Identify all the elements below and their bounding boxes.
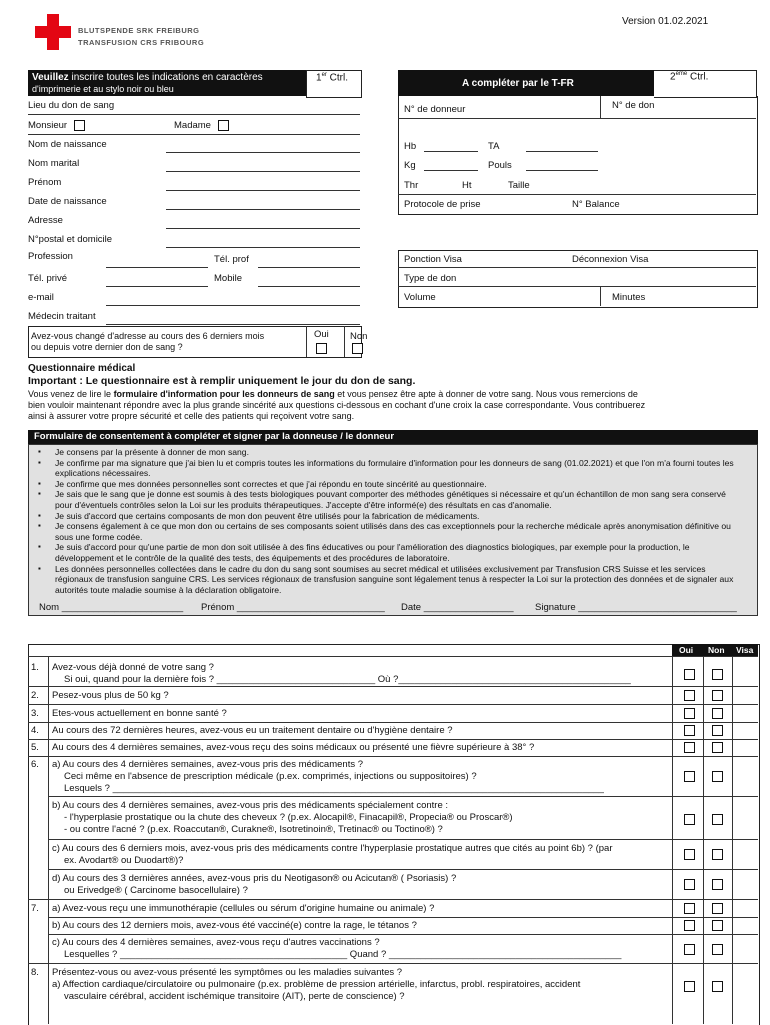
monsieur-checkbox[interactable] xyxy=(74,120,85,131)
q6d-text: d) Au cours des 3 dernières années, avez-vous pris du Neotigason® ou Acicutan® ( Psoriasis) ? xyxy=(52,873,457,884)
n-don-label: N° de don xyxy=(612,100,655,111)
consent-item: ▪ Je confirme que mes données personnelles sont correctes et que j'ai répondu en toute sincérité au questionnaire. xyxy=(55,479,743,490)
q6d-oui-checkbox[interactable] xyxy=(684,879,695,890)
q6c-oui-checkbox[interactable] xyxy=(684,849,695,860)
prenom-label: Prénom xyxy=(28,177,62,188)
col-visa: Visa xyxy=(736,645,754,655)
prenom-field[interactable] xyxy=(166,190,360,191)
col-non: Non xyxy=(708,645,725,655)
medecin-field[interactable] xyxy=(106,324,360,325)
tel-prive-label: Tél. privé xyxy=(28,273,68,284)
type-don-label: Type de don xyxy=(404,273,457,284)
q8a-non-checkbox[interactable] xyxy=(712,981,723,992)
protocole-label: Protocole de prise xyxy=(404,199,481,210)
pouls-field[interactable] xyxy=(526,170,598,171)
email-field[interactable] xyxy=(106,305,360,306)
consent-item: ▪ Je consens par la présente à donner de mon sang. xyxy=(55,447,743,458)
q6c-line2: ex. Avodart® ou Duodart®)? xyxy=(64,855,184,866)
consent-item: ▪ Je suis d'accord pour qu'une partie de mon don soit utilisée à des fins éducatives ou pour l'amélioration des diagnostics biologiques, par exemple pour la production, le développement et le contrôle de la qualité des tests, des équipements et des procédures de laboratoire. xyxy=(55,542,743,563)
intro-paragraph-2: bien vouloir maintenant répondre avec la plus grande sincérité aux questions ci-dessous en cochant d'une croix la case correspondante. Vous contribuerez xyxy=(28,400,646,410)
q1-non-checkbox[interactable] xyxy=(712,669,723,680)
q2-number: 2. xyxy=(31,690,39,701)
medecin-label: Médecin traitant xyxy=(28,311,96,322)
q3-text: Etes-vous actuellement en bonne santé ? xyxy=(52,708,227,719)
nom-naissance-label: Nom de naissance xyxy=(28,139,107,150)
signature-date[interactable]: Date _________________ xyxy=(401,602,514,613)
consent-item: ▪ Je suis d'accord que certains composants de mon don peuvent être utilisés pour la fabrication de médicaments. xyxy=(55,511,743,522)
q6a-subtext: Ceci même en l'absence de prescription médicale (p.ex. comprimés, injections ou suppositoires) ? xyxy=(64,771,477,782)
ponction-label: Ponction Visa xyxy=(404,254,462,265)
q1-number: 1. xyxy=(31,662,39,673)
email-label: e-mail xyxy=(28,292,54,303)
q2-text: Pesez-vous plus de 50 kg ? xyxy=(52,690,169,701)
consent-item: ▪ Je confirme par ma signature que j'ai bien lu et compris toutes les informations du formulaire d'information pour les donneurs de sang (01.02.2021) et que l'on m'a fourni toutes les explications nécessaires. xyxy=(55,458,743,479)
ta-field[interactable] xyxy=(526,151,598,152)
q6c-text: c) Au cours des 6 derniers mois, avez-vous pris des médicaments contre l'hyperplasie prostatique autres que cités au point 6b) ? (par xyxy=(52,843,613,854)
red-cross-logo-icon xyxy=(35,14,71,50)
consent-item: ▪ Je consens également à ce que mon don ou certains de ses composants soient utilisés dans des cas exceptionnels pour la recherche médicale après anonymisation définitive ou sous une forme codée. xyxy=(55,521,743,542)
first-control-label: 1er Ctrl. xyxy=(316,72,349,84)
tel-prive-field[interactable] xyxy=(106,286,208,287)
minutes-label: Minutes xyxy=(612,292,646,303)
thr-label: Thr xyxy=(404,180,419,191)
consent-box xyxy=(28,444,758,616)
date-naissance-label: Date de naissance xyxy=(28,196,107,207)
q6a-oui-checkbox[interactable] xyxy=(684,771,695,782)
profession-field[interactable] xyxy=(106,267,208,268)
second-control-label: 2ème Ctrl. xyxy=(670,71,709,83)
adresse-label: Adresse xyxy=(28,215,63,226)
intro-paragraph-1: Vous venez de lire le formulaire d'information pour les donneurs de sang et vous pensez être apte à donner de votre sang. Nous vous remercions de xyxy=(28,389,638,399)
q4-oui-checkbox[interactable] xyxy=(684,725,695,736)
q7a-text: a) Avez-vous reçu une immunothérapie (cellules ou sérum d'origine humaine ou animale) ? xyxy=(52,903,435,914)
q8-number: 8. xyxy=(31,967,39,978)
logo-line-1: BLUTSPENDE SRK FREIBURG xyxy=(78,26,200,35)
ht-label: Ht xyxy=(462,180,472,191)
version-label: Version 01.02.2021 xyxy=(622,16,709,27)
q1-subtext: Si oui, quand pour la dernière fois ? ______________________________ Où ?____________________________________________ xyxy=(64,674,631,685)
q6-number: 6. xyxy=(31,759,39,770)
mobile-field[interactable] xyxy=(258,286,360,287)
q6b-text: b) Au cours des 4 dernières semaines, avez-vous pris des médicaments spécialement contre : xyxy=(52,800,449,811)
consent-item: ▪ Je sais que le sang que je donne est soumis à des tests biologiques pouvant comporter des méthodes génétiques si nécessaire et qu'un échantillon de mon sang sera conservé pour d'éventuels contrôles selon la Loi sur les produits thérapeutiques. J'accepte d'être informé(e) des résultats en cas d'anomalie. xyxy=(55,489,743,510)
q3-oui-checkbox[interactable] xyxy=(684,708,695,719)
hb-label: Hb xyxy=(404,141,417,152)
tel-prof-field[interactable] xyxy=(258,267,360,268)
adresse-field[interactable] xyxy=(166,228,360,229)
nom-marital-field[interactable] xyxy=(166,171,360,172)
consent-item: ▪ Les données personnelles collectées dans le cadre du don du sang sont soumises au secret médical et utilisées exclusivement par Transfusion CRS Suisse et les services régionaux de transfusion sanguine CRS. Les services régionaux de transfusion sanguine sont légalement tenus à respecter la Loi sur la protection des données et de signaler aux autorités toute maladie soumise à la déclaration obligatoire. xyxy=(55,564,743,596)
monsieur-label: Monsieur xyxy=(28,120,68,131)
questionnaire-title: Questionnaire médical xyxy=(28,363,136,374)
intro-paragraph-3: ainsi à assurer votre propre sécurité et celle des patients qui reçoivent votre sang. xyxy=(28,411,355,421)
date-naissance-field[interactable] xyxy=(166,209,360,210)
q1-oui-checkbox[interactable] xyxy=(684,669,695,680)
consent-title: Formulaire de consentement à compléter et signer par la donneuse / le donneur xyxy=(34,431,395,442)
kg-label: Kg xyxy=(404,160,416,171)
signature-prenom[interactable]: Prénom ____________________________ xyxy=(201,602,385,613)
q7b-text: b) Au cours des 12 derniers mois, avez-vous été vacciné(e) contre la rage, le tétanos ? xyxy=(52,920,417,931)
q6a-lesquels: Lesquels ? _____________________________________________________________________________________________ xyxy=(64,783,604,794)
q5-text: Au cours des 4 dernières semaines, avez-vous reçu des soins médicaux ou présenté une fièvre supérieure à 38° ? xyxy=(52,742,535,753)
q7c-text: c) Au cours des 4 dernières semaines, avez-vous reçu d'autres vaccinations ? xyxy=(52,937,380,948)
nom-naissance-field[interactable] xyxy=(166,152,360,153)
q6b-line2: - l'hyperplasie prostatique ou la chute des cheveux ? (p.ex. Alocapil®, Finacapil®, Propecia® ou Proscar®) xyxy=(64,812,513,823)
address-change-question: Avez-vous changé d'adresse au cours des 6 derniers mois xyxy=(31,331,265,341)
q6c-non-checkbox[interactable] xyxy=(712,849,723,860)
address-change-question-2: ou depuis votre dernier don de sang ? xyxy=(31,342,183,352)
npostal-label: N°postal et domicile xyxy=(28,234,113,245)
q6d-non-checkbox[interactable] xyxy=(712,879,723,890)
address-non-checkbox[interactable] xyxy=(352,343,363,354)
taille-label: Taille xyxy=(508,180,530,191)
q2-non-checkbox[interactable] xyxy=(712,690,723,701)
q7c-non-checkbox[interactable] xyxy=(712,944,723,955)
logo-line-2: TRANSFUSION CRS FRIBOURG xyxy=(78,38,205,47)
ta-label: TA xyxy=(488,141,500,152)
q5-number: 5. xyxy=(31,742,39,753)
nom-marital-label: Nom marital xyxy=(28,158,80,169)
q4-text: Au cours des 72 dernières heures, avez-vous eu un traitement dentaire ou d'hygiène dentaire ? xyxy=(52,725,453,736)
important-notice: Important : Le questionnaire est à remplir uniquement le jour du don de sang. xyxy=(28,375,416,387)
tfr-title: A compléter par le T-FR xyxy=(462,78,574,89)
q6b-oui-checkbox[interactable] xyxy=(684,814,695,825)
instruction-text: Veuillez inscrire toutes les indications en caractères xyxy=(32,72,263,83)
q6b-non-checkbox[interactable] xyxy=(712,814,723,825)
tel-prof-label: Tél. prof xyxy=(214,254,249,265)
npostal-field[interactable] xyxy=(166,247,360,248)
q4-non-checkbox[interactable] xyxy=(712,725,723,736)
q8-text: Présentez-vous ou avez-vous présenté les symptômes ou les maladies suivantes ? xyxy=(52,967,403,978)
q7a-oui-checkbox[interactable] xyxy=(684,903,695,914)
address-oui-checkbox[interactable] xyxy=(316,343,327,354)
address-oui-label: Oui xyxy=(314,329,329,340)
q8a-line2: vasculaire cérébral, accident ischémique transitoire (AIT), perte de conscience) ? xyxy=(64,991,405,1002)
mobile-label: Mobile xyxy=(214,273,242,284)
q6a-non-checkbox[interactable] xyxy=(712,771,723,782)
pouls-label: Pouls xyxy=(488,160,512,171)
lieu-label: Lieu du don de sang xyxy=(28,100,115,111)
profession-label: Profession xyxy=(28,251,73,262)
q7-number: 7. xyxy=(31,903,39,914)
q6b-line3: - ou contre l'acné ? (p.ex. Roaccutan®, Curakne®, Isotretinoin®, Tretinac® ou Toctino®) ? xyxy=(64,824,443,835)
q8a-oui-checkbox[interactable] xyxy=(684,981,695,992)
q3-non-checkbox[interactable] xyxy=(712,708,723,719)
q6a-text: a) Au cours des 4 dernières semaines, avez-vous pris des médicaments ? xyxy=(52,759,364,770)
madame-label: Madame xyxy=(174,120,211,131)
q1-text: Avez-vous déjà donné de votre sang ? xyxy=(52,662,214,673)
q7b-non-checkbox[interactable] xyxy=(712,920,723,931)
q6d-line2: ou Erivedge® ( Carcinome basocellulaire) ? xyxy=(64,885,248,896)
q7a-non-checkbox[interactable] xyxy=(712,903,723,914)
volume-label: Volume xyxy=(404,292,436,303)
deconnexion-label: Déconnexion Visa xyxy=(572,254,649,265)
signature-nom[interactable]: Nom _______________________ xyxy=(39,602,184,613)
q5-oui-checkbox[interactable] xyxy=(684,742,695,753)
q7b-oui-checkbox[interactable] xyxy=(684,920,695,931)
q3-number: 3. xyxy=(31,708,39,719)
q8a-text: a) Affection cardiaque/circulatoire ou pulmonaire (p.ex. problème de pression artérielle, infarctus, probl. respiratoires, accident xyxy=(52,979,581,990)
q5-non-checkbox[interactable] xyxy=(712,742,723,753)
q4-number: 4. xyxy=(31,725,39,736)
balance-label: N° Balance xyxy=(572,199,620,210)
signature-field[interactable]: Signature ______________________________ xyxy=(535,602,737,613)
hb-field[interactable] xyxy=(424,151,478,152)
madame-checkbox[interactable] xyxy=(218,120,229,131)
n-donneur-label: N° de donneur xyxy=(404,104,466,115)
kg-field[interactable] xyxy=(424,170,478,171)
address-non-label: Non xyxy=(350,331,368,342)
instruction-text-line2: d'imprimerie et au stylo noir ou bleu xyxy=(32,84,174,94)
q7c-lesquelles: Lesquelles ? ___________________________________________ Quand ? ____________________________________________ xyxy=(64,949,622,960)
q7c-oui-checkbox[interactable] xyxy=(684,944,695,955)
q2-oui-checkbox[interactable] xyxy=(684,690,695,701)
col-oui: Oui xyxy=(679,645,694,655)
